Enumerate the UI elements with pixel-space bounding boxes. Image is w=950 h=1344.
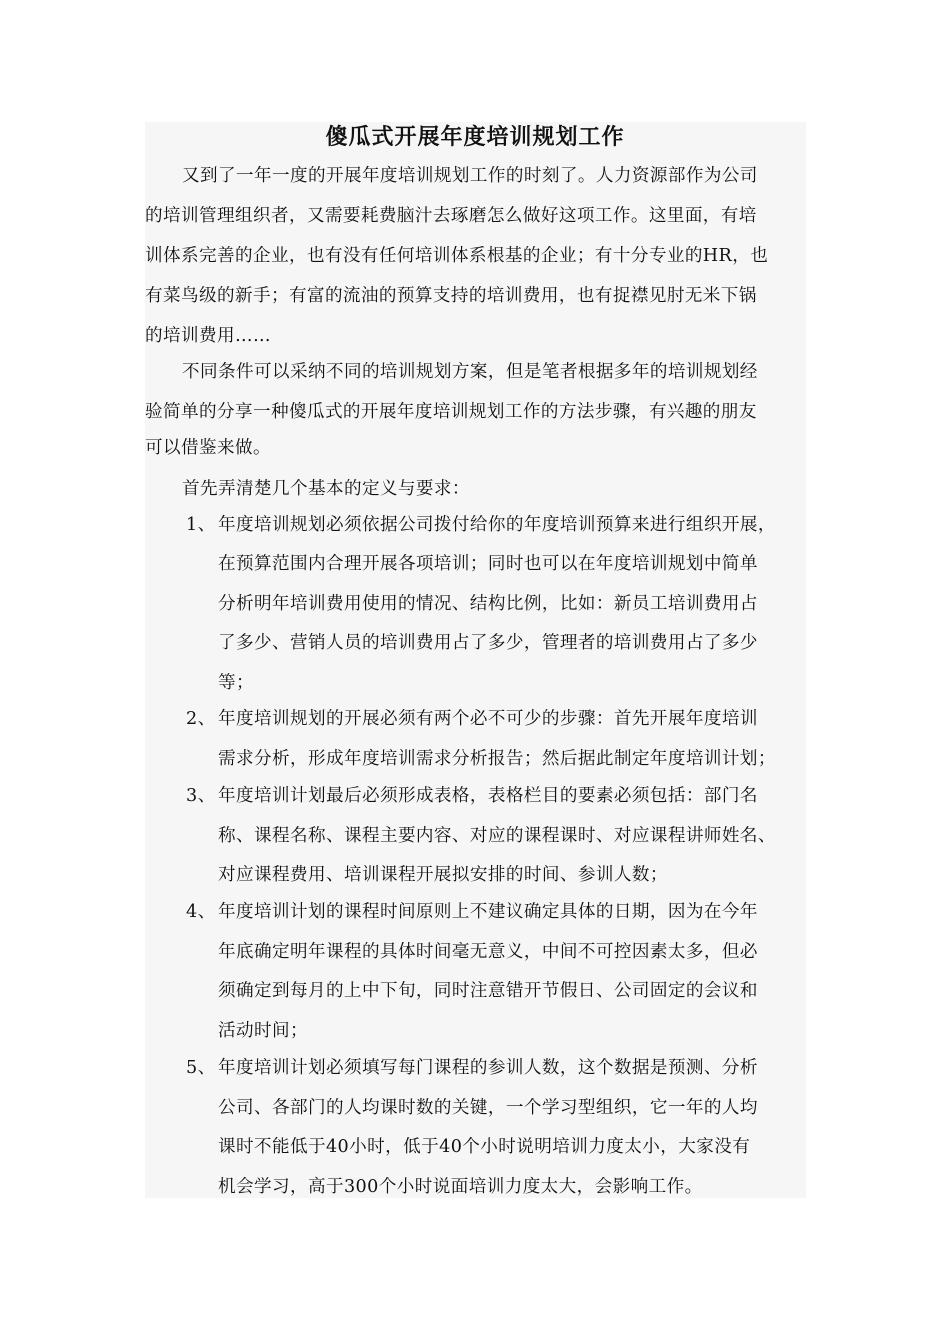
list-item-line: 了多少、营销人员的培训费用占了多少，管理者的培训费用占了多少 bbox=[218, 633, 758, 653]
list-item-line: 年度培训规划的开展必须有两个必不可少的步骤：首先开展年度培训 bbox=[218, 709, 758, 729]
list-item-line: 需求分析，形成年度培训需求分析报告；然后据此制定年度培训计划； bbox=[218, 749, 776, 769]
paragraph-line: 的培训管理组织者，又需要耗费脑汁去琢磨怎么做好这项工作。这里面，有培 bbox=[145, 206, 757, 226]
paragraph-line: 不同条件可以采纳不同的培训规划方案，但是笔者根据多年的培训规划经 bbox=[182, 362, 758, 382]
list-item-number: 2、 bbox=[186, 709, 216, 729]
paragraph-line: 可以借鉴来做。 bbox=[145, 438, 271, 458]
list-item-number: 3、 bbox=[186, 786, 216, 806]
list-item-line: 课时不能低于40小时，低于40个小时说明培训力度太小，大家没有 bbox=[218, 1137, 751, 1157]
list-item-line: 年度培训规划必须依据公司拨付给你的年度培训预算来进行组织开展， bbox=[218, 515, 776, 535]
list-item-line: 机会学习，高于300个小时说面培训力度太大，会影响工作。 bbox=[218, 1177, 703, 1197]
document-title: 傻瓜式开展年度培训规划工作 bbox=[325, 124, 625, 150]
paragraph-line: 首先弄清楚几个基本的定义与要求： bbox=[182, 479, 470, 499]
list-item-line: 年底确定明年课程的具体时间毫无意义，中间不可控因素太多，但必 bbox=[218, 942, 758, 962]
paragraph-line: 的培训费用…… bbox=[145, 326, 271, 346]
list-item-line: 年度培训计划必须填写每门课程的参训人数，这个数据是预测、分析 bbox=[218, 1058, 758, 1078]
paragraph-line: 验简单的分享一种傻瓜式的开展年度培训规划工作的方法步骤，有兴趣的朋友 bbox=[145, 402, 757, 422]
list-item-line: 在预算范围内合理开展各项培训；同时也可以在年度培训规划中简单 bbox=[218, 554, 758, 574]
list-item-line: 须确定到每月的上中下旬，同时注意错开节假日、公司固定的会议和 bbox=[218, 981, 758, 1001]
list-item-line: 分析明年培训费用使用的情况、结构比例，比如：新员工培训费用占 bbox=[218, 594, 758, 614]
list-item-line: 年度培训计划最后必须形成表格，表格栏目的要素必须包括：部门名 bbox=[218, 786, 758, 806]
paragraph-line: 又到了一年一度的开展年度培训规划工作的时刻了。人力资源部作为公司 bbox=[182, 166, 758, 186]
list-item-line: 公司、各部门的人均课时数的关键，一个学习型组织，它一年的人均 bbox=[218, 1098, 758, 1118]
paragraph-line: 有菜鸟级的新手；有富的流油的预算支持的培训费用，也有捉襟见肘无米下锅 bbox=[145, 286, 757, 306]
list-item-line: 活动时间； bbox=[218, 1021, 308, 1041]
list-item-number: 5、 bbox=[186, 1058, 216, 1078]
paragraph-line: 训体系完善的企业，也有没有任何培训体系根基的企业；有十分专业的HR，也 bbox=[145, 246, 769, 266]
list-item-line: 称、课程名称、课程主要内容、对应的课程课时、对应课程讲师姓名、 bbox=[218, 826, 776, 846]
list-item-line: 对应课程费用、培训课程开展拟安排的时间、参训人数； bbox=[218, 865, 668, 885]
list-item-number: 1、 bbox=[186, 515, 216, 535]
list-item-line: 等； bbox=[218, 673, 254, 693]
list-item-number: 4、 bbox=[186, 902, 216, 922]
list-item-line: 年度培训计划的课程时间原则上不建议确定具体的日期，因为在今年 bbox=[218, 902, 758, 922]
